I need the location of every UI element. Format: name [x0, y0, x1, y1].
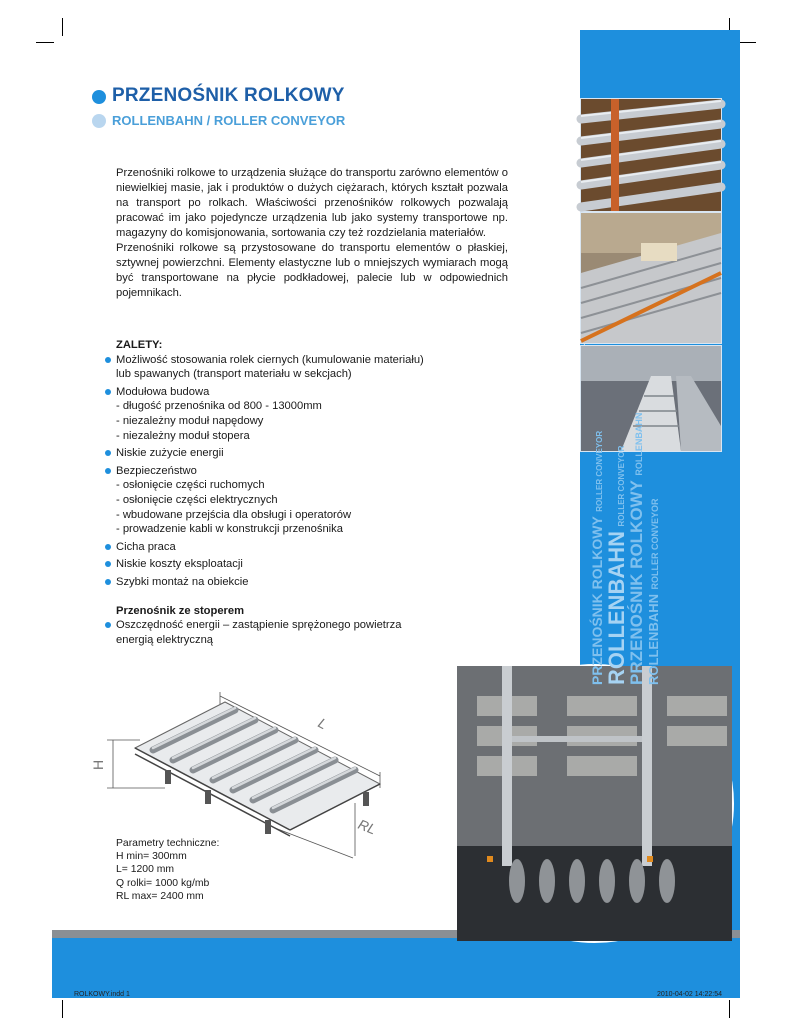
- list-item-sub: - osłonięcie części ruchomych: [116, 479, 265, 492]
- technical-parameters: [116, 837, 219, 903]
- list-item: [116, 464, 516, 537]
- list-item: [116, 446, 516, 461]
- side-text-line: ROLLENBAHN: [604, 531, 629, 685]
- photo-rollers-closeup: [580, 98, 722, 212]
- list-item-sub: - osłonięcie części elektrycznych: [116, 493, 278, 506]
- list-item-sub: - niezależny moduł stopera: [116, 429, 250, 442]
- dimension-label-h: H: [90, 759, 106, 770]
- list-item-main: Możliwość stosowania rolek ciernych (kumulowanie materiału): [116, 353, 424, 366]
- list-item-main: Niskie zużycie energii: [116, 447, 224, 460]
- dimension-label-rl: RL: [355, 815, 379, 838]
- intro-paragraph-1: Przenośniki rolkowe to urządzenia służące do transportu zarówno elementów o niewielkiej masie, jak i produktów o dużych ciężarach, których kształt pozwala na transport po rolkach. Właściwości przenośników rolkowych pozwalają pracować im jako pojedyncze urządzenia lub jako systemy transportowe np. magazyny do komisjonowania, sortowania czy też rozdzielania materiałów.: [116, 167, 508, 239]
- title-bullet-icon: [92, 90, 106, 104]
- footer-timestamp: 2010-04-02 14:22:54: [657, 991, 722, 998]
- intro-text: [116, 166, 508, 301]
- list-item-main: Cicha praca: [116, 540, 176, 553]
- side-text-line: ROLLENBAHN: [634, 412, 644, 476]
- list-item-main: Bezpieczeństwo: [116, 464, 197, 477]
- side-text-line: PRZENOŚNIK ROLKOWY: [589, 516, 605, 685]
- side-text-line: ROLLER CONVEYOR: [650, 498, 660, 590]
- list-item: [116, 385, 516, 443]
- param-h-min: H min= 300mm: [116, 851, 187, 863]
- list-item-main: Oszczędność energii – zastąpienie sprężonego powietrza: [116, 619, 402, 632]
- crop-mark: [36, 42, 54, 43]
- list-item-main: Modułowa budowa: [116, 385, 210, 398]
- list-item: [116, 557, 516, 572]
- param-q: Q rolki= 1000 kg/mb: [116, 877, 210, 889]
- advantages-section: [116, 338, 516, 650]
- side-text-line: PRZENOŚNIK ROLKOWY: [627, 480, 646, 685]
- list-item-main: Szybki montaż na obiekcie: [116, 575, 249, 588]
- list-item-main: Niskie koszty eksploatacji: [116, 558, 243, 571]
- advantages-list: [116, 353, 516, 590]
- crop-mark: [729, 1000, 730, 1018]
- crop-mark: [738, 42, 756, 43]
- footer-filename: ROLKOWY.indd 1: [74, 991, 130, 998]
- crop-mark: [62, 18, 63, 36]
- list-item: [116, 575, 516, 590]
- list-item-sub: - długość przenośnika od 800 - 13000mm: [116, 400, 322, 413]
- list-item: [116, 353, 516, 382]
- subtitle-bullet-icon: [92, 114, 106, 128]
- list-item: [116, 618, 516, 647]
- bottom-blue-band: [52, 938, 740, 998]
- list-item-sub: - niezależny moduł napędowy: [116, 414, 264, 427]
- param-l: L= 1200 mm: [116, 864, 175, 876]
- list-item-sub: - prowadzenie kabli w konstrukcji przenośnika: [116, 523, 343, 536]
- params-heading: Parametry techniczne:: [116, 838, 220, 849]
- stoper-list: [116, 618, 516, 647]
- photo-rack-conveyor-round: [455, 664, 734, 943]
- list-item: [116, 540, 516, 555]
- page-title: PRZENOŚNIK ROLKOWY: [112, 85, 345, 106]
- side-vertical-text: [590, 335, 662, 685]
- list-item-sub: energią elektryczną: [116, 633, 214, 646]
- side-text-line: ROLLER CONVEYOR: [617, 445, 626, 527]
- side-text-line: ROLLER CONVEYOR: [595, 430, 604, 512]
- page-subtitle: ROLLENBAHN / ROLLER CONVEYOR: [112, 113, 346, 128]
- list-item-sub: lub spawanych (transport materiału w sekcjach): [116, 368, 352, 381]
- conveyor-drawing: [90, 688, 425, 858]
- crop-mark: [62, 1000, 63, 1018]
- param-rl: RL max= 2400 mm: [116, 890, 204, 902]
- stoper-heading: Przenośnik ze stoperem: [116, 604, 245, 617]
- side-text-line: ROLLENBAHN: [646, 594, 661, 685]
- intro-paragraph-2: Przenośniki rolkowe są przystosowane do transportu elementów o płaskiej, sztywnej powierzchni. Elementy elastyczne lub o mniejszych wymiarach mogą być transportowane na płycie podkładowej, palecie lub w odpowiednich pojemnikach.: [116, 242, 508, 299]
- photo-conveyor-line: [580, 212, 722, 344]
- advantages-heading: ZALETY:: [116, 339, 163, 351]
- dimension-label-l: L: [315, 714, 330, 733]
- list-item-sub: - wbudowane przejścia dla obsługi i operatorów: [116, 508, 352, 521]
